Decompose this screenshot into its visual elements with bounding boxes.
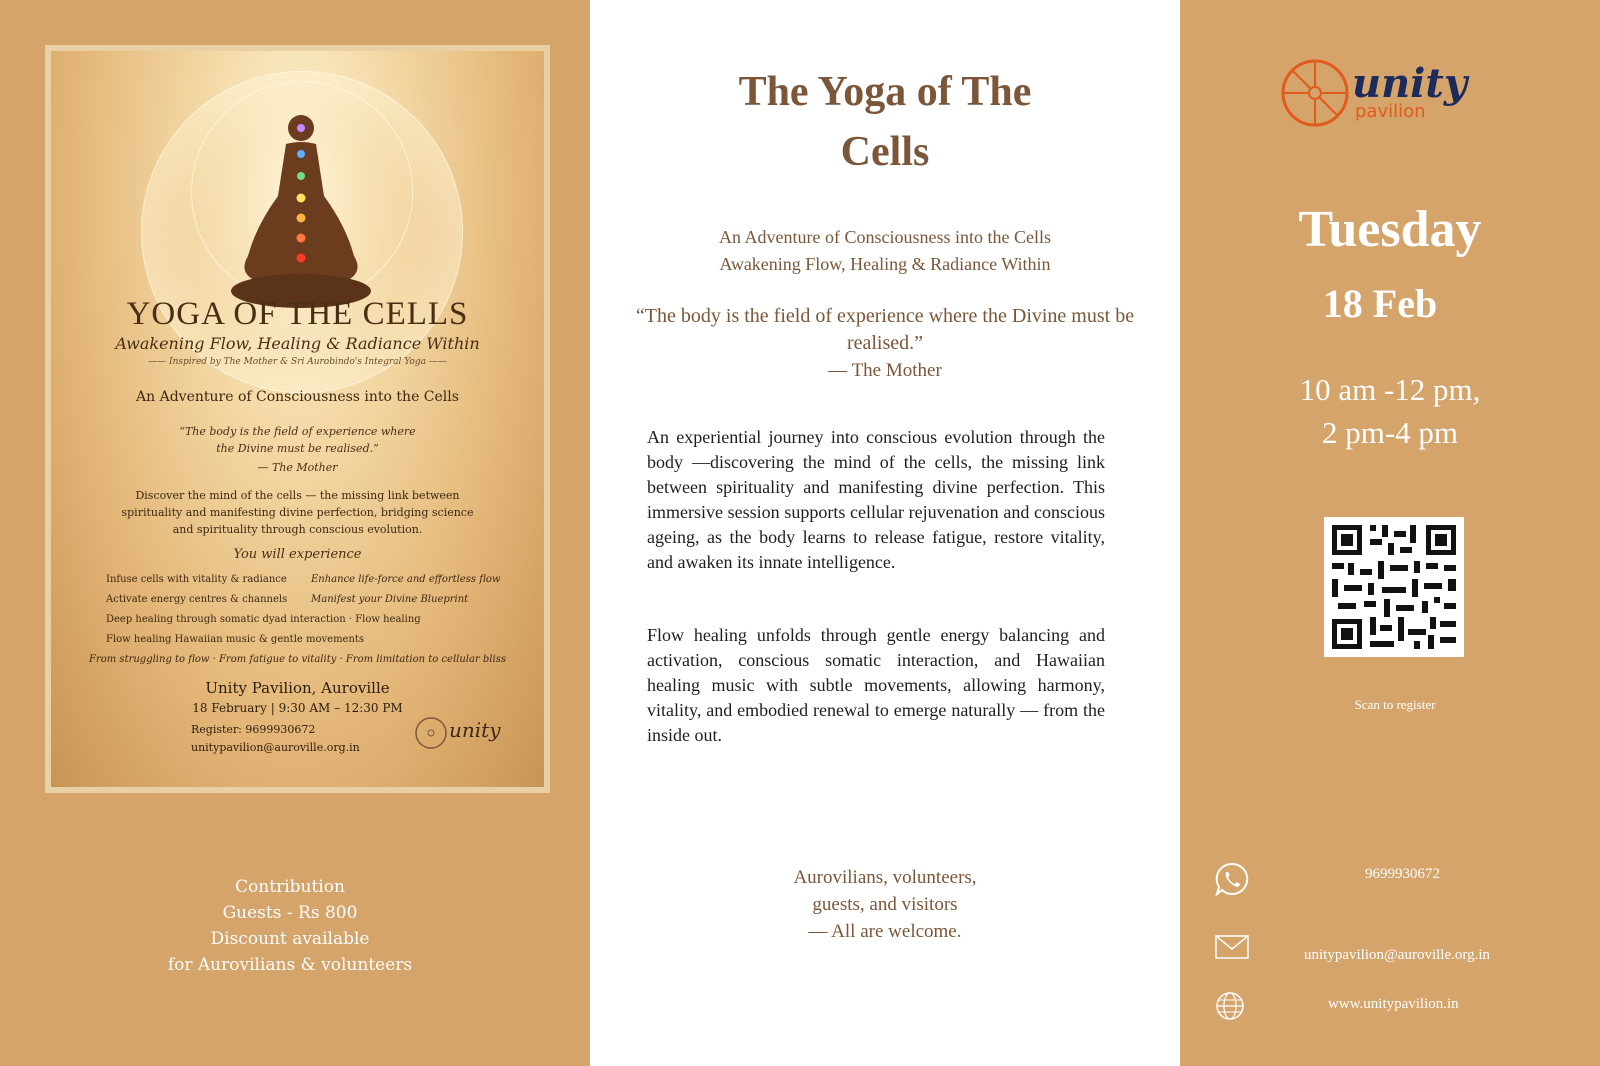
- page-title: The Yoga of The Cells: [738, 69, 1032, 175]
- description-paragraph: An experiential journey into conscious evolution through the body —discovering the mind of the cells, the missing link between spirituality and manifesting divine perfection. This immersive session supports cellular rejuvenation and conscious ageing, as the body learns to release fatigue, restore vitality, and awaken its innate intelligence.: [647, 427, 1105, 572]
- poster-experience-heading: You will experience: [233, 547, 362, 562]
- poster-title: YOGA OF THE CELLS: [126, 296, 469, 332]
- poster-inspired: —— Inspired by The Mother & Sri Aurobindo's Integral Yoga ——: [148, 357, 447, 367]
- contribution-heading: Contribution: [235, 877, 345, 897]
- svg-text:pavilion: pavilion: [1355, 101, 1426, 122]
- event-times: 10 am -12 pm, 2 pm-4 pm: [1299, 372, 1481, 450]
- contribution-price: Guests - Rs 800: [222, 903, 358, 923]
- mother-quote: “The body is the field of experience where the Divine must be realised.” — The Mother: [635, 305, 1135, 381]
- left-panel: [0, 0, 590, 1066]
- phone-number[interactable]: 9699930672: [1365, 866, 1440, 882]
- poster-discover: Discover the mind of the cells — the missing link between spirituality and manifesting divine perfection, bridging science and spirituality through conscious evolution.: [121, 489, 474, 536]
- event-day: Tuesday: [1298, 201, 1482, 258]
- poster-adventure: An Adventure of Consciousness into the Cells: [136, 389, 459, 405]
- unity-pavilion-logo-icon: [1280, 45, 1490, 135]
- flow-healing-paragraph: Flow healing unfolds through gentle energy balancing and activation, conscious somatic interaction, and Hawaiian healing music with subtle movements, allowing harmony, vitality, and embodied renewal to emerge naturally — from the inside out.: [647, 625, 1105, 745]
- poster-venue: Unity Pavilion, Auroville: [205, 679, 390, 697]
- poster-tagline: From struggling to flow · From fatigue to vitality · From limitation to cellular bliss: [89, 654, 506, 665]
- event-poster: [45, 45, 550, 793]
- svg-text:unity: unity: [449, 718, 501, 742]
- qr-code-icon[interactable]: [1324, 517, 1464, 657]
- list-item: Infuse cells with vitality & radiance Enhance life-force and effortless flow: [106, 573, 501, 585]
- email-icon: [1214, 932, 1250, 962]
- globe-icon: [1214, 990, 1246, 1022]
- poster-quote-author: — The Mother: [257, 461, 338, 474]
- scan-to-register-label: Scan to register: [1354, 697, 1436, 712]
- list-item: Activate energy centres & channels Manifest your Divine Blueprint: [106, 593, 469, 605]
- poster-quote: “The body is the field of experience where the Divine must be realised.”: [179, 425, 416, 455]
- poster-logo-icon: [413, 713, 513, 753]
- list-item: Flow healing Hawaiian music & gentle movements: [106, 633, 365, 645]
- poster-register: Register: 9699930672: [191, 723, 316, 736]
- contribution-discount: Discount available: [210, 929, 370, 949]
- welcome-text: Aurovilians, volunteers, guests, and visitors — All are welcome.: [793, 867, 977, 942]
- poster-experience-list: [106, 569, 516, 649]
- meditation-figure-icon: [226, 106, 376, 316]
- intro-text: An Adventure of Consciousness into the Cells Awakening Flow, Healing & Radiance Within: [719, 227, 1051, 274]
- list-item: Deep healing through somatic dyad interaction · Flow healing: [106, 613, 421, 625]
- right-panel: [1180, 0, 1600, 1066]
- poster-subtitle: Awakening Flow, Healing & Radiance Within: [115, 334, 480, 353]
- contribution-discount-detail: for Aurovilians & volunteers: [167, 955, 413, 975]
- middle-panel: [590, 0, 1180, 1066]
- contribution-block: [0, 874, 580, 978]
- email-address[interactable]: unitypavilion@auroville.org.in: [1304, 947, 1491, 963]
- poster-date: 18 February | 9:30 AM – 12:30 PM: [192, 701, 403, 715]
- poster-email: unitypavilion@auroville.org.in: [191, 741, 360, 754]
- whatsapp-icon: [1214, 861, 1250, 897]
- svg-text:unity: unity: [1352, 60, 1468, 107]
- website-link[interactable]: www.unitypavilion.in: [1328, 996, 1459, 1012]
- event-date: 18 Feb: [1322, 281, 1438, 326]
